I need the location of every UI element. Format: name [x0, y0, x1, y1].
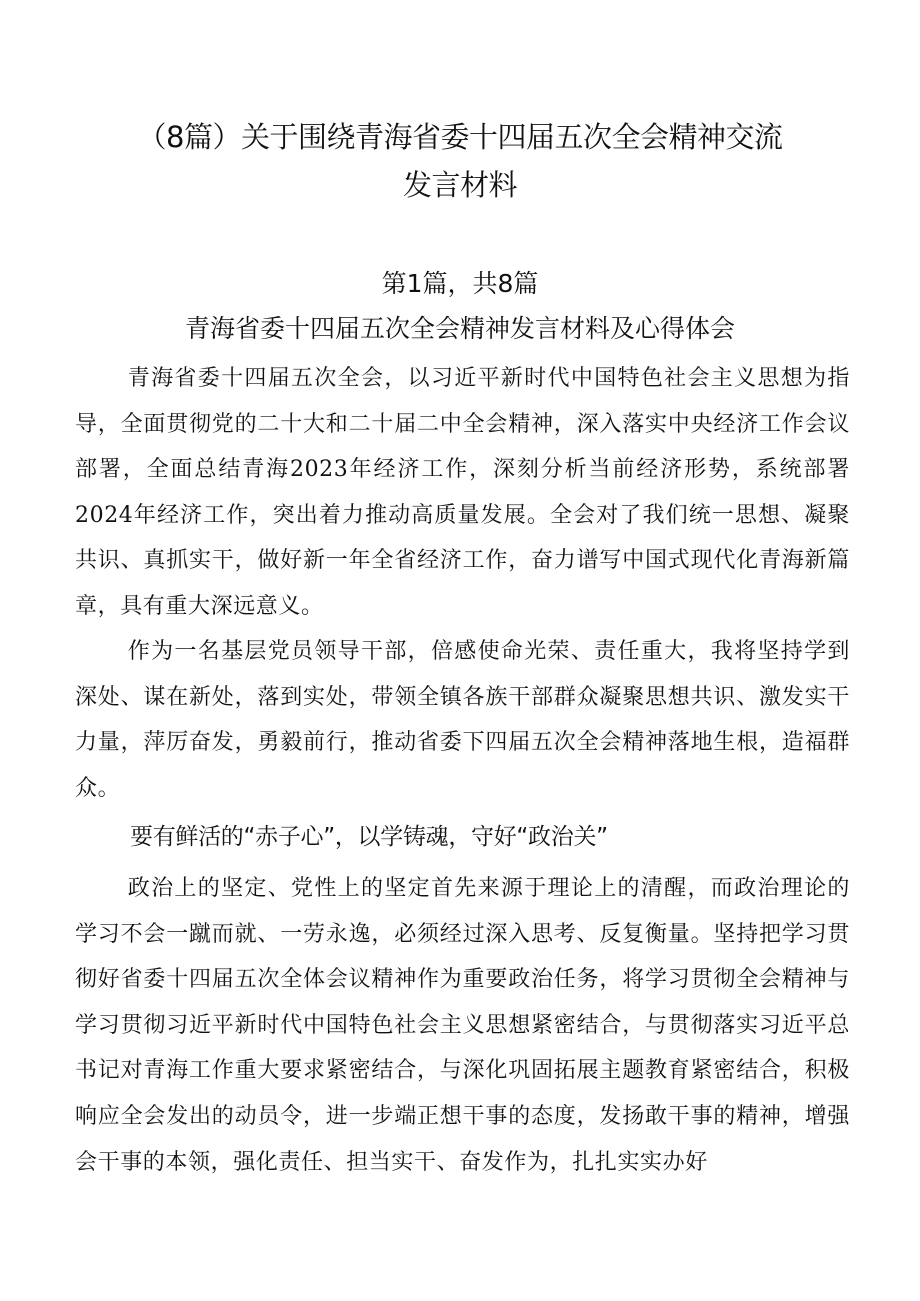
document-title-line-2: 发言材料: [402, 168, 517, 202]
body-paragraph: 政治上的坚定、党性上的坚定首先来源于理论上的清醒，而政治理论的学习不会一蹴而就、一劳永逸，必须经过深入思考、反复衡量。坚持把学习贯彻好省委十四届五次全体会议精神作为重要政治任务，将学习贯彻全会精神与学习贯彻习近平新时代中国特色社会主义思想紧密结合，与贯彻落实习近平总书记对青海工作重大要求紧密结合，与深化巩固拓展主题教育紧密结合，积极响应全会发出的动员令，进一步端正想干事的态度，发扬敢干事的精神，增强会干事的本领，强化责任、担当实干、奋发作为，扎扎实实办好: [75, 876, 850, 1175]
body-paragraph: 青海省委十四届五次全会，以习近平新时代中国特色社会主义思想为指导，全面贯彻党的二十大和二十届二中全会精神，深入落实中央经济工作会议部署，全面总结青海2023年经济工作，深刻分析当前经济形势，系统部署2024年经济工作，突出着力推动高质量发展。全会对了我们统一思想、凝聚共识、真抓实干，做好新一年全省经济工作，奋力谱写中国式现代化青海新篇章，具有重大深远意义。: [75, 366, 850, 619]
article-title: 青海省委十四届五次全会精神发言材料及心得体会: [184, 314, 735, 343]
body-paragraph: 作为一名基层党员领导干部，倍感使命光荣、责任重大，我将坚持学到深处、谋在新处，落到实处，带领全镇各族干部群众凝聚思想共识、激发实干力量，萍厉奋发，勇毅前行，推动省委下四届五次全会精神落地生根，造福群众。: [75, 639, 850, 801]
document-title-line-1: （8篇）关于围绕青海省委十四届五次全会精神交流: [137, 120, 783, 154]
section-subheading: 要有鲜活的“赤子心”，以学铸魂，守好“政治关”: [130, 824, 608, 850]
part-label: 第1篇，共8篇: [381, 269, 539, 298]
document-title: [70, 113, 850, 209]
